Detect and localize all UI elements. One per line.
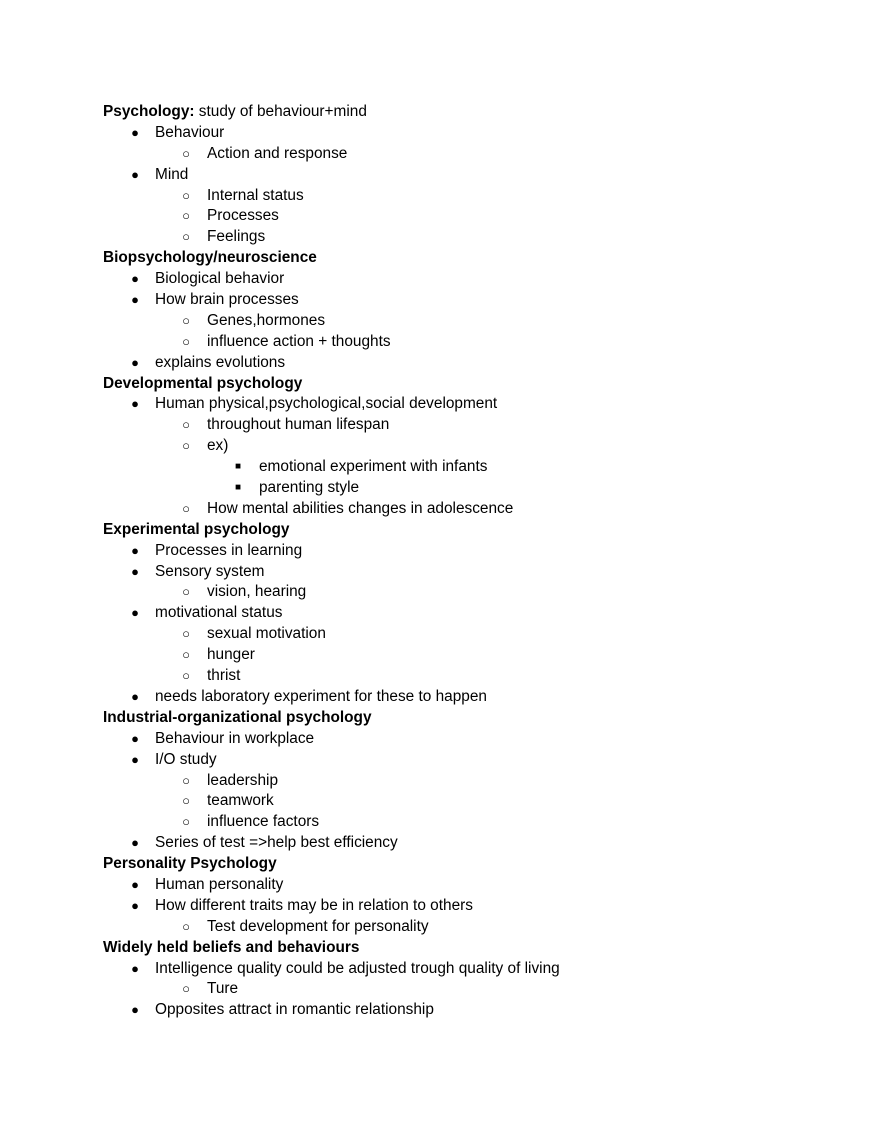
list-item-text: How mental abilities changes in adolescence: [207, 499, 514, 517]
list-item-text: Intelligence quality could be adjusted trough quality of living: [155, 959, 560, 977]
heading-text: [103, 708, 372, 729]
heading-text: [103, 520, 289, 541]
list-item-text: Ture: [207, 980, 239, 998]
heading-bold: Developmental psychology: [103, 374, 303, 392]
section-heading: [0, 520, 880, 541]
section-heading: [0, 102, 880, 123]
list-item-text: Human physical,psychological,social development: [155, 395, 498, 413]
square-bullet-icon: ■: [234, 461, 242, 473]
heading-bold: Widely held beliefs and behaviours: [103, 938, 360, 956]
list-item-level-1: [0, 833, 880, 854]
list-item-text: How brain processes: [155, 291, 299, 309]
heading-bold: Personality Psychology: [103, 855, 277, 873]
hollow-bullet-icon: ○: [182, 438, 190, 454]
list-item-level-2: [0, 311, 880, 332]
filled-bullet-icon: ●: [131, 563, 139, 579]
document-body: [0, 102, 880, 1021]
filled-bullet-icon: ●: [131, 835, 139, 851]
list-item-level-2: [0, 979, 880, 1000]
list-item-text: Processes in learning: [155, 541, 303, 559]
list-item-level-1: [0, 959, 880, 980]
filled-bullet-icon: ●: [131, 1002, 139, 1018]
filled-bullet-icon: ●: [131, 688, 139, 704]
list-item-text: Processes: [207, 207, 279, 225]
list-item-level-2: [0, 812, 880, 833]
list-item-level-2: [0, 645, 880, 666]
list-item-text: influence factors: [207, 813, 320, 831]
list-item-text: hunger: [207, 646, 255, 664]
heading-text: [103, 854, 277, 875]
heading-bold: Experimental psychology: [103, 520, 290, 538]
list-item-text: vision, hearing: [207, 583, 307, 601]
list-item-level-2: [0, 499, 880, 520]
list-item-text: Behaviour in workplace: [155, 729, 315, 747]
section-heading: [0, 248, 880, 269]
list-item-level-1: [0, 603, 880, 624]
list-item-level-1: [0, 165, 880, 186]
list-item-level-1: [0, 353, 880, 374]
list-item-level-1: [0, 541, 880, 562]
filled-bullet-icon: ●: [131, 960, 139, 976]
heading-text: [103, 374, 302, 395]
section-heading: [0, 374, 880, 395]
hollow-bullet-icon: ○: [182, 981, 190, 997]
list-item-text: Internal status: [207, 186, 304, 204]
hollow-bullet-icon: ○: [182, 145, 190, 161]
hollow-bullet-icon: ○: [182, 814, 190, 830]
hollow-bullet-icon: ○: [182, 187, 190, 203]
heading-text: [103, 938, 359, 959]
filled-bullet-icon: ●: [131, 730, 139, 746]
heading-rest: study of behaviour+mind: [194, 103, 367, 120]
section-heading: [0, 708, 880, 729]
hollow-bullet-icon: ○: [182, 793, 190, 809]
heading-text: [103, 102, 367, 123]
hollow-bullet-icon: ○: [182, 668, 190, 684]
filled-bullet-icon: ●: [131, 124, 139, 140]
list-item-text: Genes,hormones: [207, 311, 326, 329]
hollow-bullet-icon: ○: [182, 229, 190, 245]
list-item-text: Human personality: [155, 875, 284, 893]
list-item-text: ex): [207, 437, 229, 455]
list-item-level-1: [0, 394, 880, 415]
list-item-level-1: [0, 687, 880, 708]
list-item-text: Biological behavior: [155, 270, 285, 288]
list-item-level-3: [0, 457, 880, 478]
list-item-text: Action and response: [207, 144, 348, 162]
list-item-level-3: [0, 478, 880, 499]
filled-bullet-icon: ●: [131, 292, 139, 308]
hollow-bullet-icon: ○: [182, 647, 190, 663]
list-item-level-2: [0, 227, 880, 248]
list-item-level-1: [0, 1000, 880, 1021]
list-item-level-2: [0, 917, 880, 938]
hollow-bullet-icon: ○: [182, 333, 190, 349]
list-item-text: Series of test =>help best efficiency: [155, 834, 398, 852]
hollow-bullet-icon: ○: [182, 417, 190, 433]
list-item-level-2: [0, 144, 880, 165]
square-bullet-icon: ■: [234, 482, 242, 494]
list-item-text: leadership: [207, 771, 279, 789]
list-item-text: Opposites attract in romantic relationship: [155, 1001, 434, 1019]
section-heading: [0, 938, 880, 959]
hollow-bullet-icon: ○: [182, 500, 190, 516]
list-item-text: throughout human lifespan: [207, 416, 390, 434]
list-item-text: sexual motivation: [207, 625, 326, 643]
list-item-text: teamwork: [207, 792, 274, 810]
list-item-level-1: [0, 875, 880, 896]
list-item-level-2: [0, 666, 880, 687]
list-item-text: Mind: [155, 165, 189, 183]
filled-bullet-icon: ●: [131, 271, 139, 287]
hollow-bullet-icon: ○: [182, 626, 190, 642]
list-item-level-2: [0, 771, 880, 792]
list-item-level-2: [0, 582, 880, 603]
list-item-text: How different traits may be in relation to others: [155, 896, 473, 914]
list-item-level-1: [0, 896, 880, 917]
filled-bullet-icon: ●: [131, 396, 139, 412]
section-heading: [0, 854, 880, 875]
list-item-level-1: [0, 750, 880, 771]
list-item-level-1: [0, 729, 880, 750]
list-item-level-2: [0, 624, 880, 645]
list-item-level-2: [0, 186, 880, 207]
heading-text: [103, 248, 317, 269]
filled-bullet-icon: ●: [131, 897, 139, 913]
list-item-level-1: [0, 269, 880, 290]
filled-bullet-icon: ●: [131, 605, 139, 621]
list-item-text: Sensory system: [155, 562, 265, 580]
list-item-text: Test development for personality: [207, 917, 429, 935]
list-item-text: explains evolutions: [155, 353, 286, 371]
list-item-text: Behaviour: [155, 123, 225, 141]
list-item-level-2: [0, 791, 880, 812]
list-item-text: emotional experiment with infants: [259, 458, 488, 476]
list-item-level-2: [0, 206, 880, 227]
list-item-level-2: [0, 332, 880, 353]
list-item-level-1: [0, 123, 880, 144]
list-item-text: motivational status: [155, 604, 283, 622]
hollow-bullet-icon: ○: [182, 208, 190, 224]
list-item-text: I/O study: [155, 750, 217, 768]
hollow-bullet-icon: ○: [182, 312, 190, 328]
list-item-level-2: [0, 415, 880, 436]
list-item-text: parenting style: [259, 479, 360, 497]
list-item-text: thrist: [207, 667, 241, 685]
list-item-text: influence action + thoughts: [207, 332, 391, 350]
filled-bullet-icon: ●: [131, 542, 139, 558]
filled-bullet-icon: ●: [131, 876, 139, 892]
filled-bullet-icon: ●: [131, 166, 139, 182]
list-item-text: Feelings: [207, 228, 266, 246]
list-item-text: needs laboratory experiment for these to happen: [155, 687, 487, 705]
heading-bold: Psychology:: [103, 103, 195, 120]
list-item-level-1: [0, 562, 880, 583]
hollow-bullet-icon: ○: [182, 772, 190, 788]
list-item-level-1: [0, 290, 880, 311]
hollow-bullet-icon: ○: [182, 584, 190, 600]
filled-bullet-icon: ●: [131, 354, 139, 370]
heading-bold: Industrial-organizational psychology: [103, 708, 372, 726]
filled-bullet-icon: ●: [131, 751, 139, 767]
heading-bold: Biopsychology/neuroscience: [103, 249, 317, 267]
list-item-level-2: [0, 436, 880, 457]
hollow-bullet-icon: ○: [182, 918, 190, 934]
